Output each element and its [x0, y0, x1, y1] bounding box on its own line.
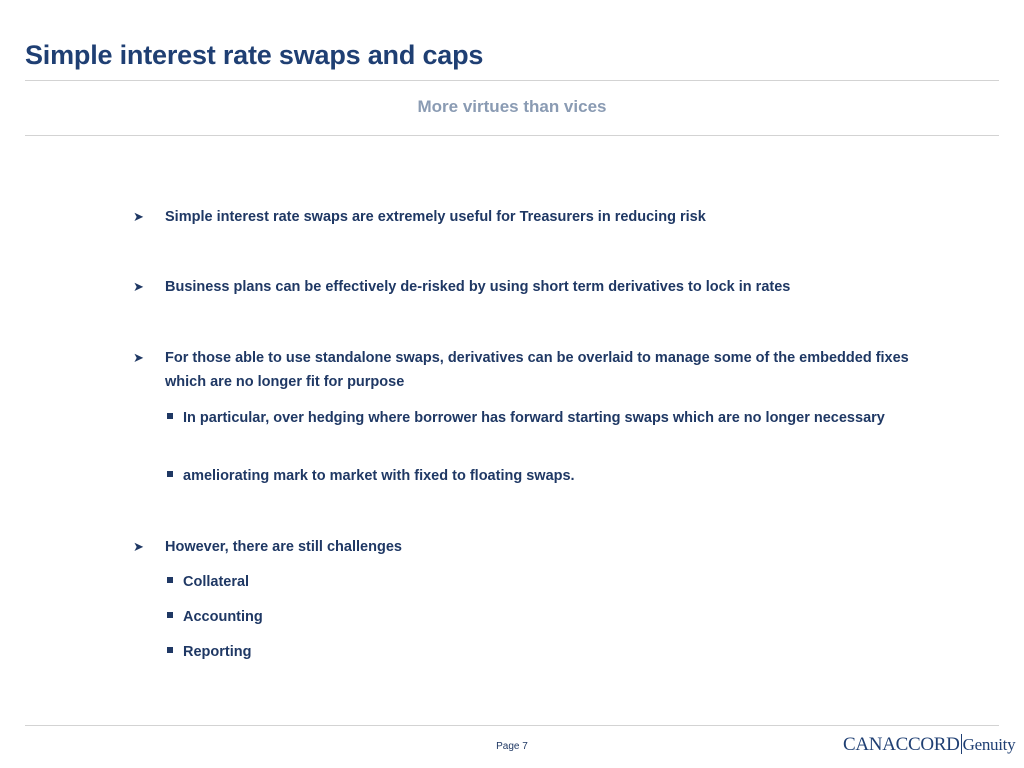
bullet-text: However, there are still challenges — [165, 539, 402, 555]
sub-bullet-item — [165, 606, 895, 628]
bullet-text: Business plans can be effectively de-risked by using short term derivatives to lock in rates — [165, 279, 791, 295]
bullet-text: Simple interest rate swaps are extremely useful for Treasurers in reducing risk — [165, 209, 706, 225]
canaccord-genuity-logo — [843, 734, 1015, 756]
sub-bullet-item — [165, 571, 895, 593]
title-divider — [25, 80, 999, 81]
page-number: Page 7 — [496, 741, 528, 752]
square-bullet-icon — [167, 612, 173, 618]
bullet-text: For those able to use standalone swaps, derivatives can be overlaid to manage some of the embedded fixes which are no longer fit for purpose — [165, 350, 909, 390]
logo-sub-text: Genuity — [962, 735, 1016, 754]
footer-divider — [25, 725, 999, 726]
sub-bullet-text: In particular, over hedging where borrower has forward starting swaps which are no longer necessary — [183, 410, 885, 426]
slide-title: Simple interest rate swaps and caps — [25, 40, 484, 70]
arrow-bullet-icon: ➤ — [133, 209, 144, 224]
bullet-item — [133, 205, 933, 229]
logo-separator — [961, 734, 962, 754]
arrow-bullet-icon: ➤ — [133, 279, 144, 294]
bullet-item — [133, 275, 933, 299]
sub-bullet-text: Collateral — [183, 574, 250, 590]
sub-bullet-item — [165, 641, 895, 663]
arrow-bullet-icon: ➤ — [133, 539, 144, 554]
sub-bullet-text: ameliorating mark to market with fixed to floating swaps. — [183, 468, 575, 484]
arrow-bullet-icon: ➤ — [133, 350, 144, 365]
slide-subtitle: More virtues than vices — [417, 97, 607, 116]
sub-bullet-item — [165, 465, 895, 487]
sub-bullet-text: Reporting — [183, 644, 252, 660]
sub-bullet-text: Accounting — [183, 609, 263, 625]
logo-main-text: CANACCORD — [843, 734, 960, 755]
square-bullet-icon — [167, 577, 173, 583]
bullet-item — [133, 346, 933, 394]
square-bullet-icon — [167, 647, 173, 653]
bullet-item — [133, 535, 933, 559]
square-bullet-icon — [167, 413, 173, 419]
subtitle-divider — [25, 135, 999, 136]
square-bullet-icon — [167, 471, 173, 477]
sub-bullet-item — [165, 407, 895, 429]
